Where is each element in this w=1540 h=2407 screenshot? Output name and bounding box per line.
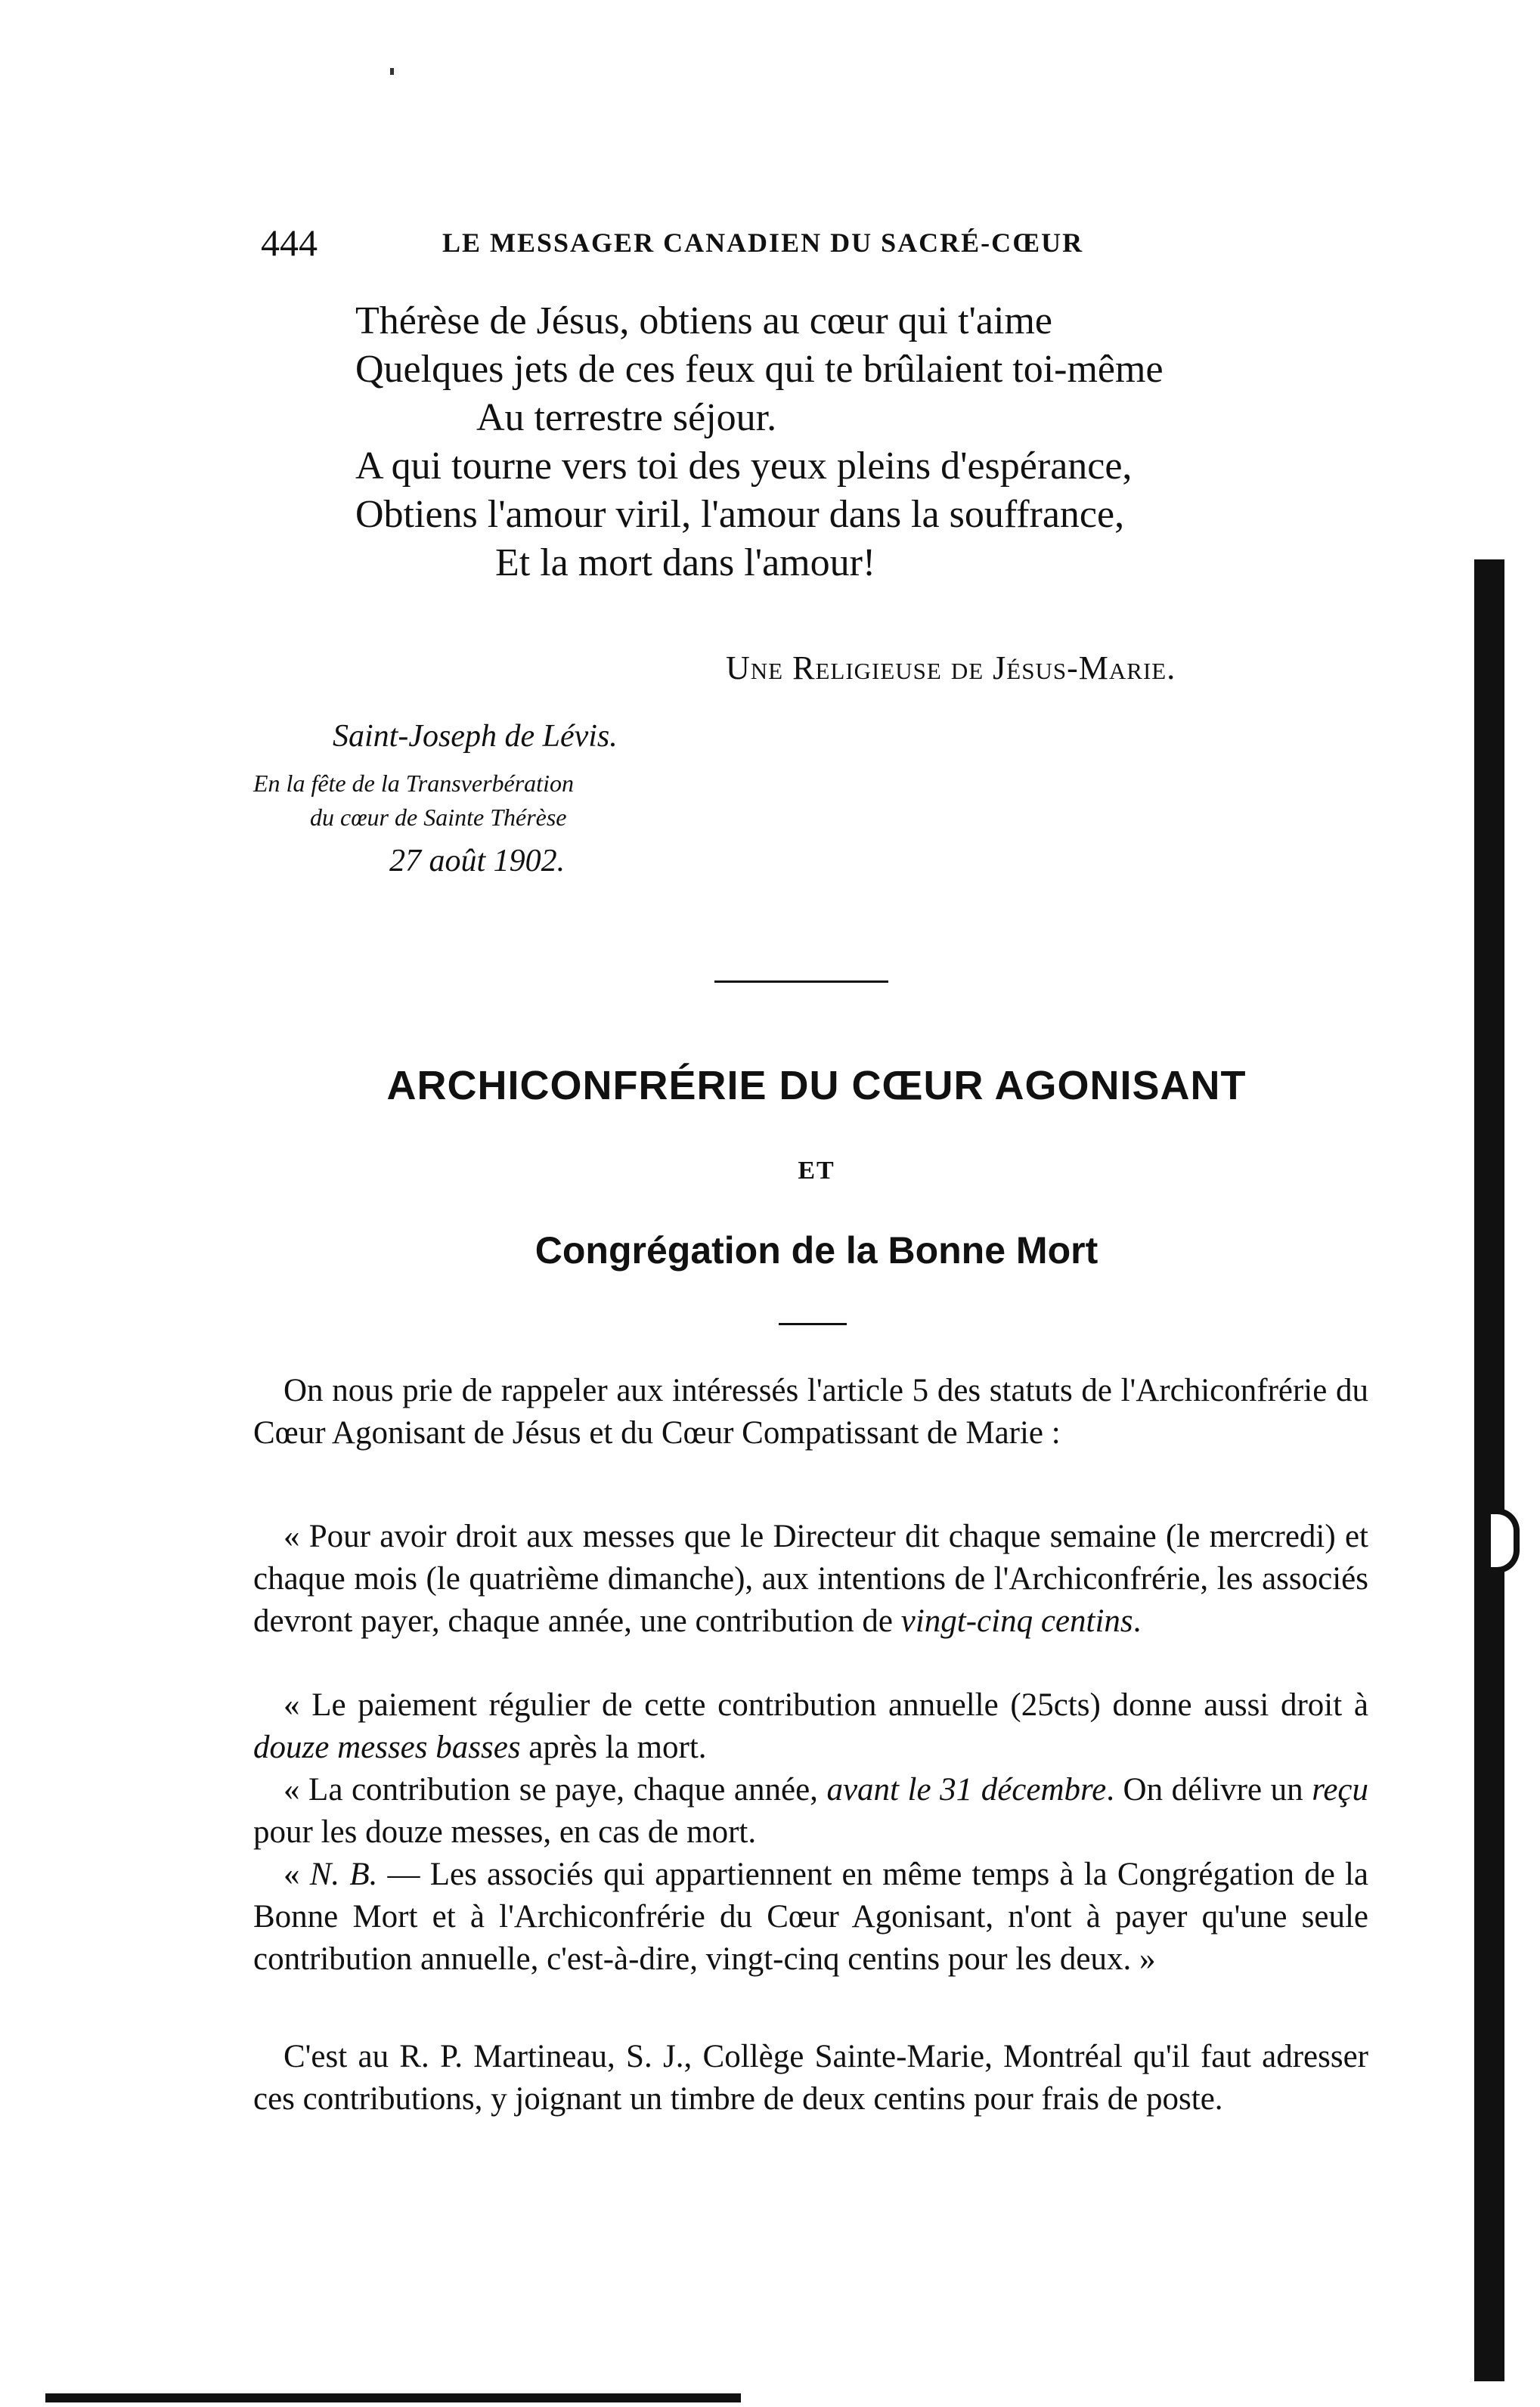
statute-paragraph: « Le paiement régulier de cette contribution annuelle (25cts) donne aussi droit à douze messes basses après la mort. xyxy=(253,1687,1368,1765)
poem-signature: Une Religieuse de Jésus-Marie. xyxy=(726,649,1176,686)
dateline-occasion: du cœur de Sainte Thérèse xyxy=(310,804,567,831)
dateline-place: Saint-Joseph de Lévis. xyxy=(333,719,618,754)
poem-line: Obtiens l'amour viril, l'amour dans la souffrance, xyxy=(355,493,1125,536)
scan-edge-mark xyxy=(1491,1508,1520,1573)
poem-line: A qui tourne vers toi des yeux pleins d'espérance, xyxy=(355,445,1133,488)
poem-line: Thérèse de Jésus, obtiens au cœur qui t'aime xyxy=(355,299,1052,342)
article-title: ARCHICONFRÉRIE DU CŒUR AGONISANT xyxy=(386,1063,1247,1108)
title-divider xyxy=(779,1323,847,1325)
scan-edge-shadow xyxy=(1474,559,1504,2381)
poem-line: Quelques jets de ces feux qui te brûlaient toi-même xyxy=(355,348,1164,391)
section-divider xyxy=(714,980,888,983)
dateline-date: 27 août 1902. xyxy=(389,844,565,878)
page-header xyxy=(261,221,1334,266)
intro-paragraph: On nous prie de rappeler aux intéressés l'article 5 des statuts de l'Archiconfrérie du Cœur Agonisant de Jésus et du Cœur Compatissant de Marie : xyxy=(253,1373,1368,1451)
page-number: 444 xyxy=(261,221,318,264)
dateline-occasion: En la fête de la Transverbération xyxy=(253,770,574,797)
closing-paragraph: C'est au R. P. Martineau, S. J., Collège Sainte-Marie, Montréal qu'il faut adresser ces contributions, y joignant un timbre de deux centins pour frais de poste. xyxy=(253,2039,1368,2117)
poem-line: Au terrestre séjour. xyxy=(476,396,777,439)
article-conjunction: ET xyxy=(798,1157,835,1185)
statute-paragraph: « La contribution se paye, chaque année, avant le 31 décembre. On délivre un reçu pour les douze messes, en cas de mort. xyxy=(253,1772,1368,1850)
scan-speck xyxy=(390,68,394,75)
scan-bottom-edge xyxy=(45,2393,741,2402)
article-subtitle: Congrégation de la Bonne Mort xyxy=(535,1229,1098,1272)
statute-paragraph: « N. B. — Les associés qui appartiennent en même temps à la Congrégation de la Bonne Mort et à l'Archiconfrérie du Cœur Agonisant, n'ont à payer qu'une seule contribution annuelle, c'est-à-dire, vingt-cinq centins pour les deux. » xyxy=(253,1857,1369,1977)
running-title: LE MESSAGER CANADIEN DU SACRÉ-CŒUR xyxy=(442,228,1084,258)
poem-line: Et la mort dans l'amour! xyxy=(495,541,876,584)
statute-paragraph: « Pour avoir droit aux messes que le Directeur dit chaque semaine (le mercredi) et chaque mois (le quatrième dimanche), aux intentions de l'Archiconfrérie, les associés devront payer, chaque année, une contribution de vingt-cinq centins. xyxy=(253,1519,1368,1639)
